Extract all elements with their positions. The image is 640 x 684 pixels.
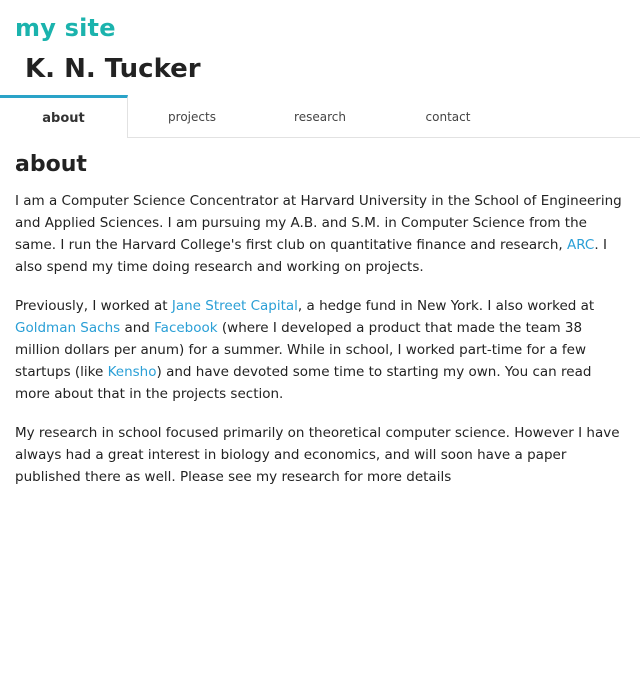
paragraph-text: I am a Computer Science Concentrator at Harvard University in the School of Engineering and Applied Sciences. I am pursuing my A.B. and S.M. in Computer Science from the same. I run the Harvard College's first club on quantitative finance and research, xyxy=(15,193,622,253)
goldman-sachs-link[interactable]: Goldman Sachs xyxy=(15,320,121,336)
tab-about[interactable]: about xyxy=(0,95,128,138)
tab-contact[interactable]: contact xyxy=(425,110,471,124)
paragraph-research: My research in school focused primarily on theoretical computer science. However I have always had a great interest in biology and economics, and will soon have a paper published there as well. Please see my research for more details xyxy=(15,425,620,485)
tab-research[interactable]: research xyxy=(294,110,346,124)
facebook-link[interactable]: Facebook xyxy=(154,320,218,336)
paragraph-text: , a hedge fund in New York. I also worked at xyxy=(297,298,595,314)
site-name[interactable]: my site xyxy=(15,14,116,42)
tab-projects[interactable]: projects xyxy=(168,110,216,124)
paragraph-work xyxy=(15,295,627,405)
paragraph-text: (where I developed a product that made the team 38 million dollars per anum) for a summer. While in school, I worked part-time for a few startups (like xyxy=(15,320,587,380)
page-title: about xyxy=(15,152,87,177)
main-content xyxy=(15,150,627,505)
paragraph-text: ) and have devoted some time to starting my own. You can read more about that in the projects section. xyxy=(15,364,592,402)
paragraph-text: Previously, I worked at xyxy=(15,298,172,314)
arc-link[interactable]: ARC xyxy=(566,237,595,253)
jane-street-link[interactable]: Jane Street Capital xyxy=(171,298,298,314)
kensho-link[interactable]: Kensho xyxy=(107,364,157,380)
paragraph-text: and xyxy=(120,320,155,336)
paragraph-intro xyxy=(15,190,627,278)
author-name: K. N. Tucker xyxy=(25,54,201,84)
nav-tabs xyxy=(0,95,640,138)
paragraph-text: . I also spend my time doing research and working on projects. xyxy=(15,237,607,275)
